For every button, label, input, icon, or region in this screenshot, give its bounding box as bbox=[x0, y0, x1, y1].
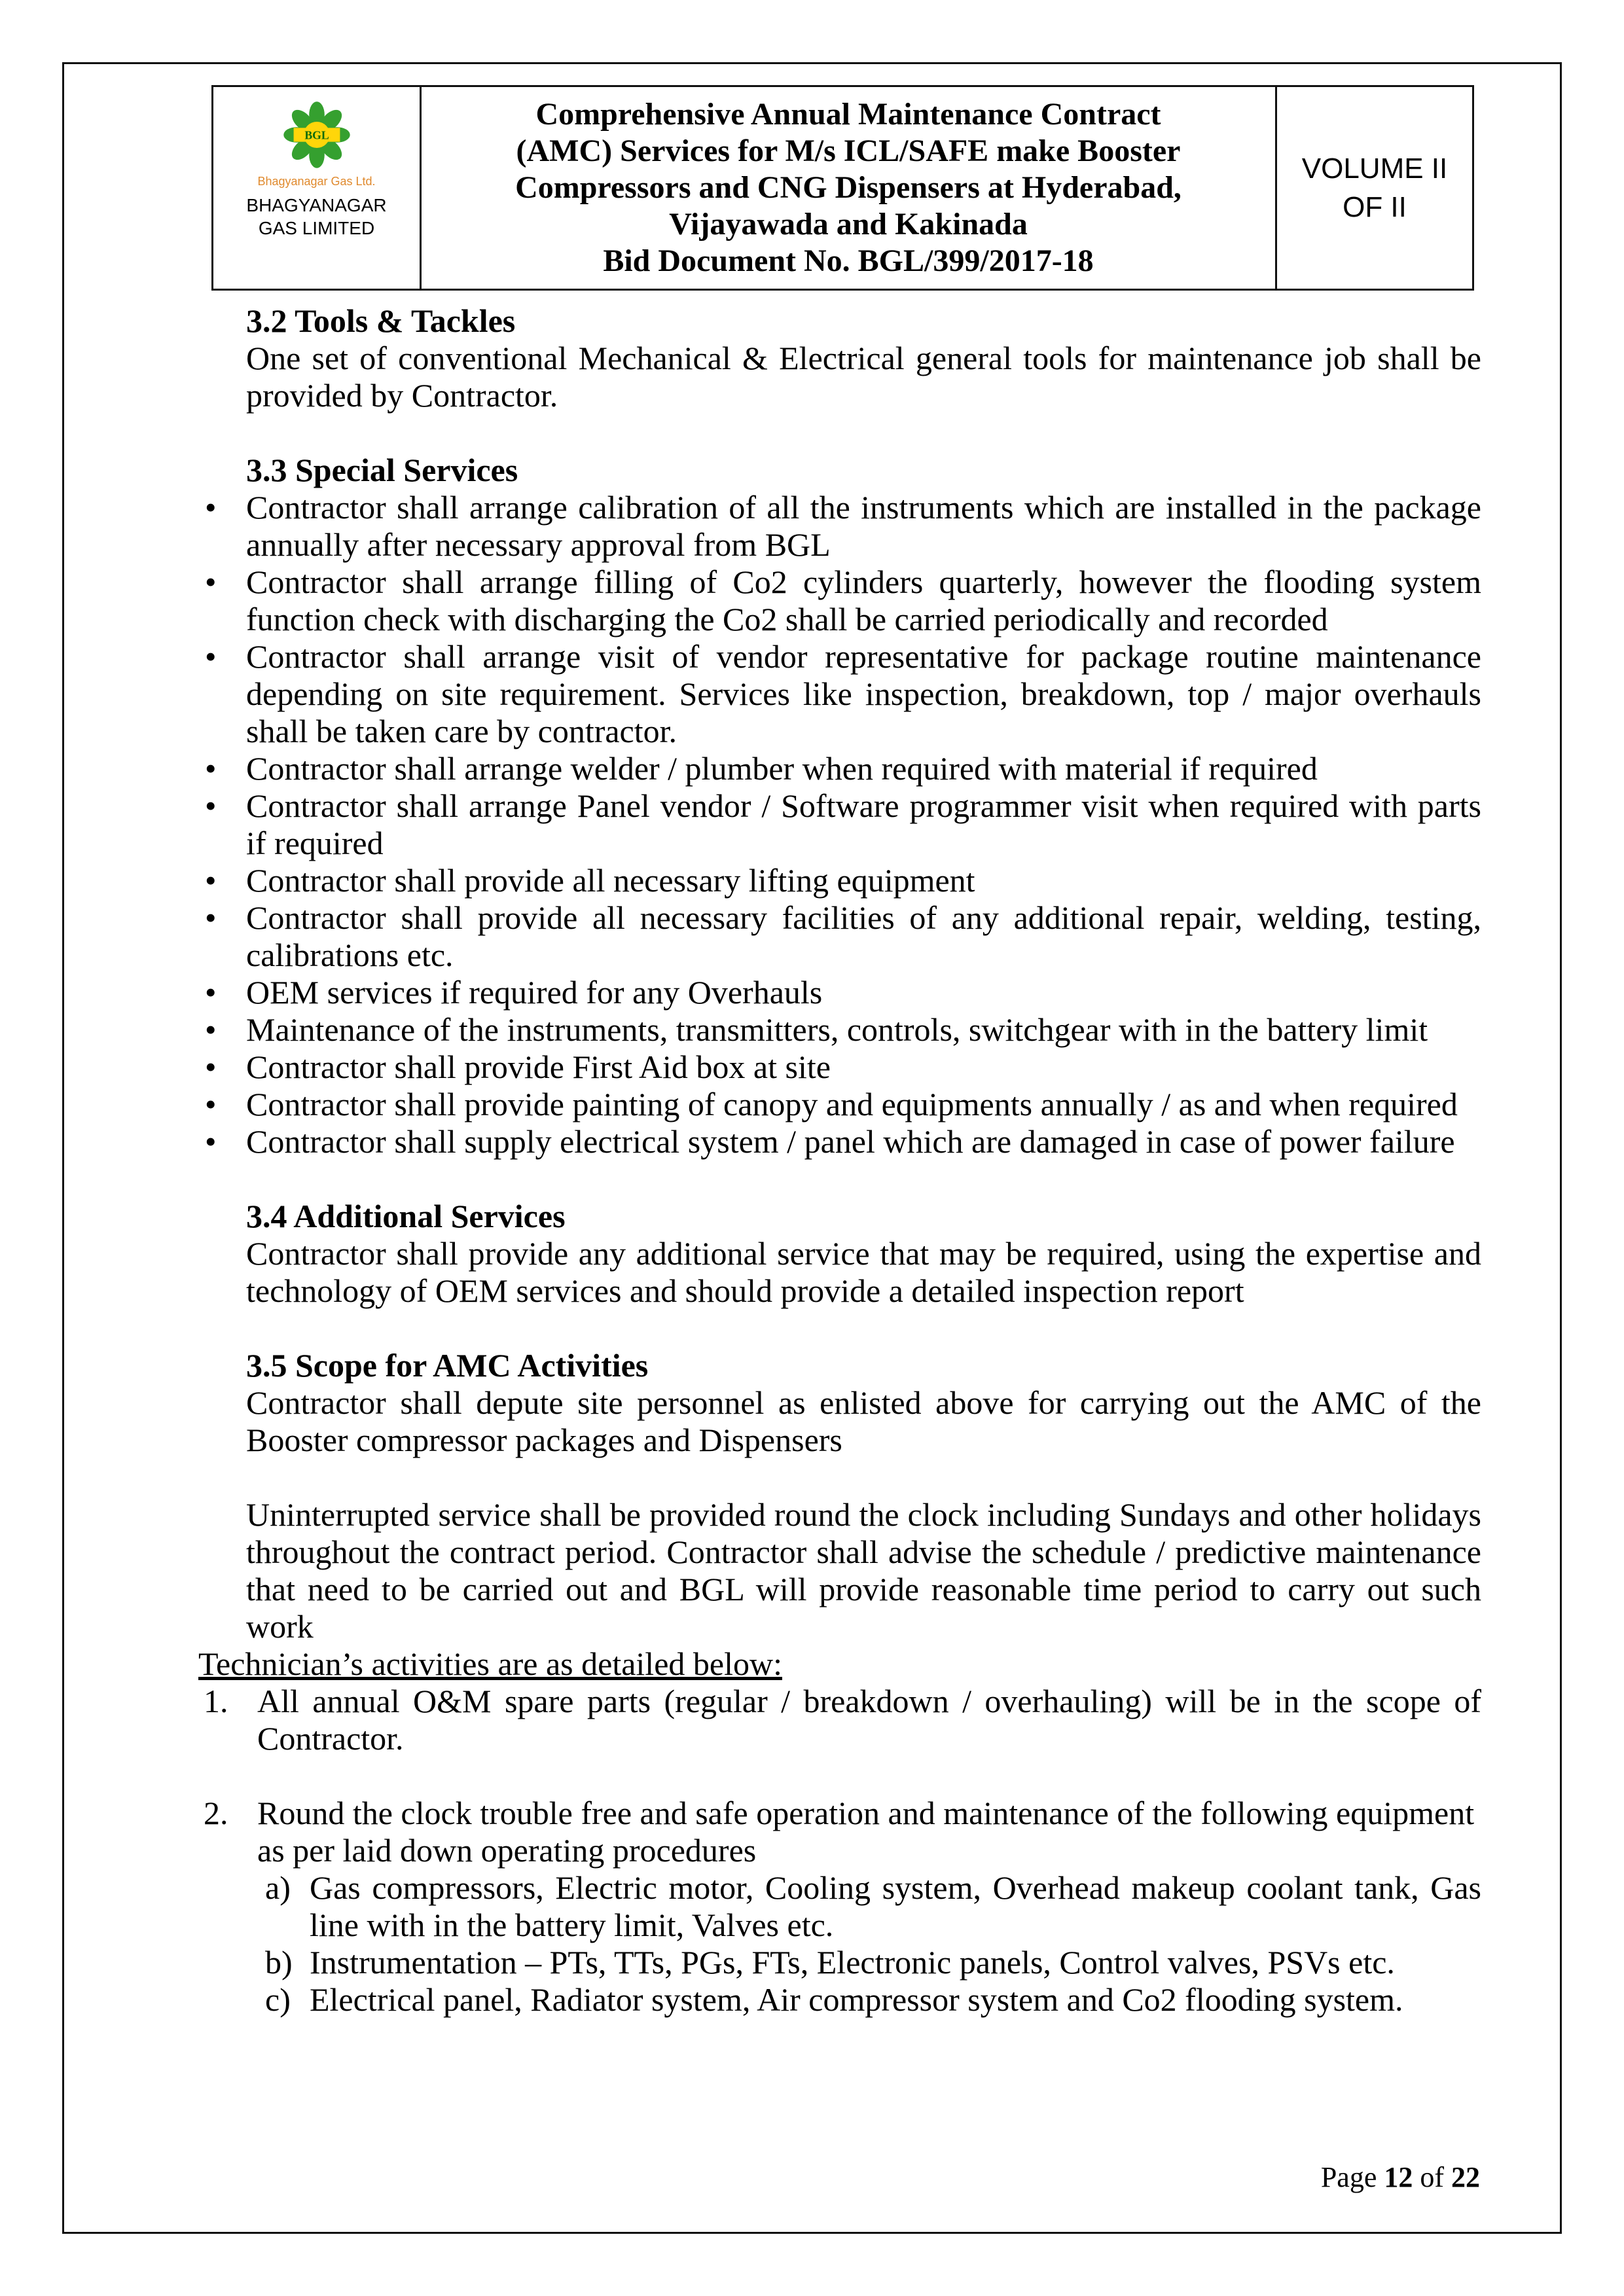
document-title-line: Compressors and CNG Dispensers at Hyderabad, bbox=[515, 170, 1182, 205]
document-title bbox=[433, 96, 1263, 243]
sub-item-text: Electrical panel, Radiator system, Air compressor system and Co2 flooding system. bbox=[310, 1981, 1403, 2018]
page-label: Page bbox=[1320, 2161, 1377, 2193]
svg-text:BGL: BGL bbox=[304, 128, 329, 142]
bullet-item: • Contractor shall provide all necessary facilities of any additional repair, welding, testing, calibrations etc. bbox=[198, 899, 1481, 974]
sub-item-label: a) bbox=[265, 1869, 291, 1906]
page-footer bbox=[1321, 2161, 1480, 2194]
volume-line-1: VOLUME II bbox=[1301, 152, 1448, 185]
bgl-logo-icon bbox=[278, 96, 355, 173]
logo-tagline: Bhagyanagar Gas Ltd. bbox=[257, 175, 376, 188]
document-body bbox=[64, 291, 1560, 2018]
numbered-item-1 bbox=[198, 1683, 1481, 1757]
section-heading-3-3: 3.3 Special Services bbox=[246, 452, 518, 488]
bullet-item: • Contractor shall provide painting of canopy and equipments annually / as and when required bbox=[198, 1086, 1481, 1123]
document-title-line: Vijayawada and Kakinada bbox=[669, 207, 1028, 242]
total-pages: 22 bbox=[1451, 2161, 1480, 2193]
company-name: BHAGYANAGAR GAS LIMITED bbox=[246, 195, 387, 238]
equipment-sublist bbox=[198, 1869, 1481, 2018]
item-1-text: All annual O&M spare parts (regular / breakdown / overhauling) will be in the scope of Contractor. bbox=[257, 1683, 1481, 1757]
volume-label bbox=[1277, 87, 1472, 289]
bullet-item: • OEM services if required for any Overhauls bbox=[198, 974, 1481, 1011]
of-label: of bbox=[1420, 2161, 1444, 2193]
sub-list-item bbox=[198, 1869, 1481, 1944]
sub-list-item bbox=[198, 1944, 1481, 1981]
sub-item-label: c) bbox=[265, 1981, 291, 2018]
special-services-list bbox=[198, 489, 1481, 1160]
section-3-2-paragraph: One set of conventional Mechanical & Electrical general tools for maintenance job shall be provided by Contractor. bbox=[246, 340, 1481, 414]
sub-item-label: b) bbox=[265, 1944, 293, 1981]
sub-item-text: Instrumentation – PTs, TTs, PGs, FTs, Electronic panels, Control valves, PSVs etc. bbox=[310, 1944, 1395, 1981]
volume-line-2: OF II bbox=[1343, 191, 1407, 223]
section-3-5-paragraph-1: Contractor shall depute site personnel as enlisted above for carrying out the AMC of the Booster compressor packages and Dispensers bbox=[246, 1384, 1481, 1458]
section-3-4-paragraph: Contractor shall provide any additional service that may be required, using the expertise and technology of OEM services and should provide a detailed inspection report bbox=[246, 1235, 1481, 1309]
document-title-block bbox=[422, 87, 1277, 289]
numbered-item-2 bbox=[198, 1795, 1481, 1869]
page-border-frame bbox=[62, 62, 1562, 2234]
item-2-number: 2. bbox=[204, 1795, 228, 1831]
page-number: 12 bbox=[1384, 2161, 1413, 2193]
sub-item-text: Gas compressors, Electric motor, Cooling system, Overhead makeup coolant tank, Gas line with in the battery limit, Valves etc. bbox=[310, 1869, 1481, 1943]
document-title-line: (AMC) Services for M/s ICL/SAFE make Booster bbox=[516, 134, 1181, 168]
document-title-line: Comprehensive Annual Maintenance Contract bbox=[535, 97, 1161, 132]
bullet-item: • Maintenance of the instruments, transmitters, controls, switchgear with in the battery limit bbox=[198, 1011, 1481, 1049]
sub-list-item bbox=[198, 1981, 1481, 2018]
document-header bbox=[211, 85, 1474, 291]
bullet-item: • Contractor shall arrange Panel vendor / Software programmer visit when required with parts if required bbox=[198, 787, 1481, 862]
section-heading-3-2: 3.2 Tools & Tackles bbox=[246, 302, 516, 339]
company-logo-block bbox=[213, 87, 422, 289]
bullet-item: • Contractor shall provide all necessary lifting equipment bbox=[198, 862, 1481, 899]
item-2-text: Round the clock trouble free and safe operation and maintenance of the following equipment as per laid down operating procedures bbox=[257, 1795, 1475, 1869]
bullet-item: • Contractor shall provide First Aid box at site bbox=[198, 1049, 1481, 1086]
section-3-5-paragraph-2: Uninterrupted service shall be provided round the clock including Sundays and other holidays throughout the contract period. Contractor shall advise the schedule / predictive maintenance that need to be carried out and BGL will provide reasonable time period to carry out such work bbox=[246, 1496, 1481, 1645]
section-heading-3-5: 3.5 Scope for AMC Activities bbox=[246, 1347, 649, 1384]
section-heading-3-4: 3.4 Additional Services bbox=[246, 1198, 566, 1234]
bullet-item: • Contractor shall arrange welder / plumber when required with material if required bbox=[198, 750, 1481, 787]
bid-document-number: Bid Document No. BGL/399/2017-18 bbox=[603, 243, 1094, 278]
bullet-item: • Contractor shall supply electrical system / panel which are damaged in case of power failure bbox=[198, 1123, 1481, 1160]
bullet-item: • Contractor shall arrange visit of vendor representative for package routine maintenance depending on site requirement. Services like inspection, breakdown, top / major overhauls shall be taken care by contractor. bbox=[198, 638, 1481, 750]
bullet-item: • Contractor shall arrange filling of Co2 cylinders quarterly, however the flooding system function check with discharging the Co2 shall be carried periodically and recorded bbox=[198, 564, 1481, 638]
technician-activities-intro: Technician’s activities are as detailed below: bbox=[198, 1645, 782, 1682]
bullet-item: • Contractor shall arrange calibration of all the instruments which are installed in the package annually after necessary approval from BGL bbox=[198, 489, 1481, 564]
item-1-number: 1. bbox=[204, 1683, 228, 1719]
